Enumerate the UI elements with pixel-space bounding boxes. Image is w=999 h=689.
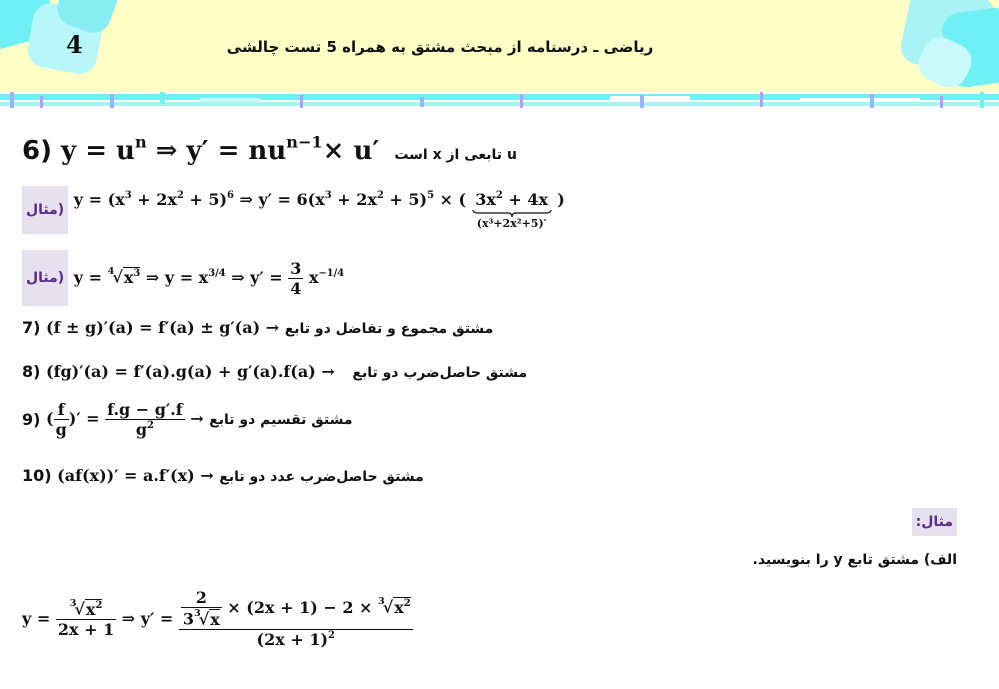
rule-10 <box>22 466 424 485</box>
rule-7-desc: مشتق مجموع و تفاضل دو تابع <box>284 321 494 337</box>
fraction-3-4: $\frac{3}{4}$ <box>290 258 302 298</box>
example-label: مثال: <box>912 508 957 536</box>
example-1 <box>22 186 565 234</box>
rule-6-note: u تابعی از x است <box>394 147 517 163</box>
example-2-formula: $y = ^4√x^3$ ⇒ $y = x^{3/4}$ ⇒ y′ = $\frac{3}{4}$ $x^{-1/4}$ <box>73 258 345 298</box>
rule-6-formula: $y = u^n$ ⇒ $y' = nu^{n-1}\times u'$ <box>61 132 380 166</box>
rule-9-desc: مشتق تقسیم دو تابع <box>209 411 353 428</box>
rule-8-desc: مشتق حاصل‌ضرب دو تابع <box>352 365 528 381</box>
rule-10-number: 10) <box>22 466 52 485</box>
page-header <box>0 0 999 92</box>
rule-8-formula: (fg)′(a) = f′(a).g(a) + g′(a).f(a) → <box>46 362 335 381</box>
page-title: ریاضی ـ درسنامه از مبحث مشتق به همراه 5 تست چالشی <box>226 38 654 56</box>
underbrace-label: (x³+2x²+5)′ <box>476 217 547 230</box>
decor-strip <box>0 92 999 110</box>
page-number: 4 <box>66 30 83 59</box>
y-prime-fraction: $\frac{2}{3^3√x}$ × $(2x + 1) - 2 \times ^3√x^2$ $(2x + 1)^2$ <box>179 588 413 649</box>
example-1-label: مثال) <box>22 186 68 234</box>
rule-10-desc: مشتق حاصل‌ضرب عدد دو تابع <box>219 469 424 485</box>
example-question: الف) مشتق تابع y را بنویسید. <box>752 552 957 568</box>
rule-9-number: 9) <box>22 410 41 429</box>
underbrace <box>472 209 552 217</box>
rule-9 <box>22 400 353 439</box>
example-1-formula: $y = (x^3 + 2x^2 + 5)^6$ ⇒ $y' = 6(x^3 + 2x^2 + 5)^5$ × ( $3x^2 + 4x$ (x³+2x²+5)′ ) <box>73 190 565 230</box>
example-2 <box>22 250 344 306</box>
rule-8 <box>22 362 527 381</box>
rule-10-formula: (af(x))′ = a.f′(x) → <box>57 466 214 485</box>
rule-8-number: 8) <box>22 362 41 381</box>
y-fraction: $\frac{^3√x^2}{2x + 1}$ <box>57 598 115 639</box>
rule-7-formula: (f ± g)′(a) = f′(a) ± g′(a) → <box>46 318 280 337</box>
rule-6-number: 6) <box>22 136 52 166</box>
rule-7-number: 7) <box>22 318 41 337</box>
rule-9-formula: ( $\frac{f}{g}$ )′ = $\frac{f.g - g'.f}{g^2}$ → <box>46 400 210 439</box>
lesson-content <box>0 110 999 689</box>
example-solution: y = $\frac{^3√x^2}{2x + 1}$ ⇒ y′ = $\frac{2}{3^3√x}$ × $(2x + 1) - 2 \times ^3√x^2$ $(2x + 1)^2$ <box>22 588 411 649</box>
example-2-label: مثال) <box>22 250 68 306</box>
rule-7 <box>22 318 493 337</box>
fourth-root: $^4√x^3$ <box>107 265 141 287</box>
rule-6 <box>22 132 517 166</box>
